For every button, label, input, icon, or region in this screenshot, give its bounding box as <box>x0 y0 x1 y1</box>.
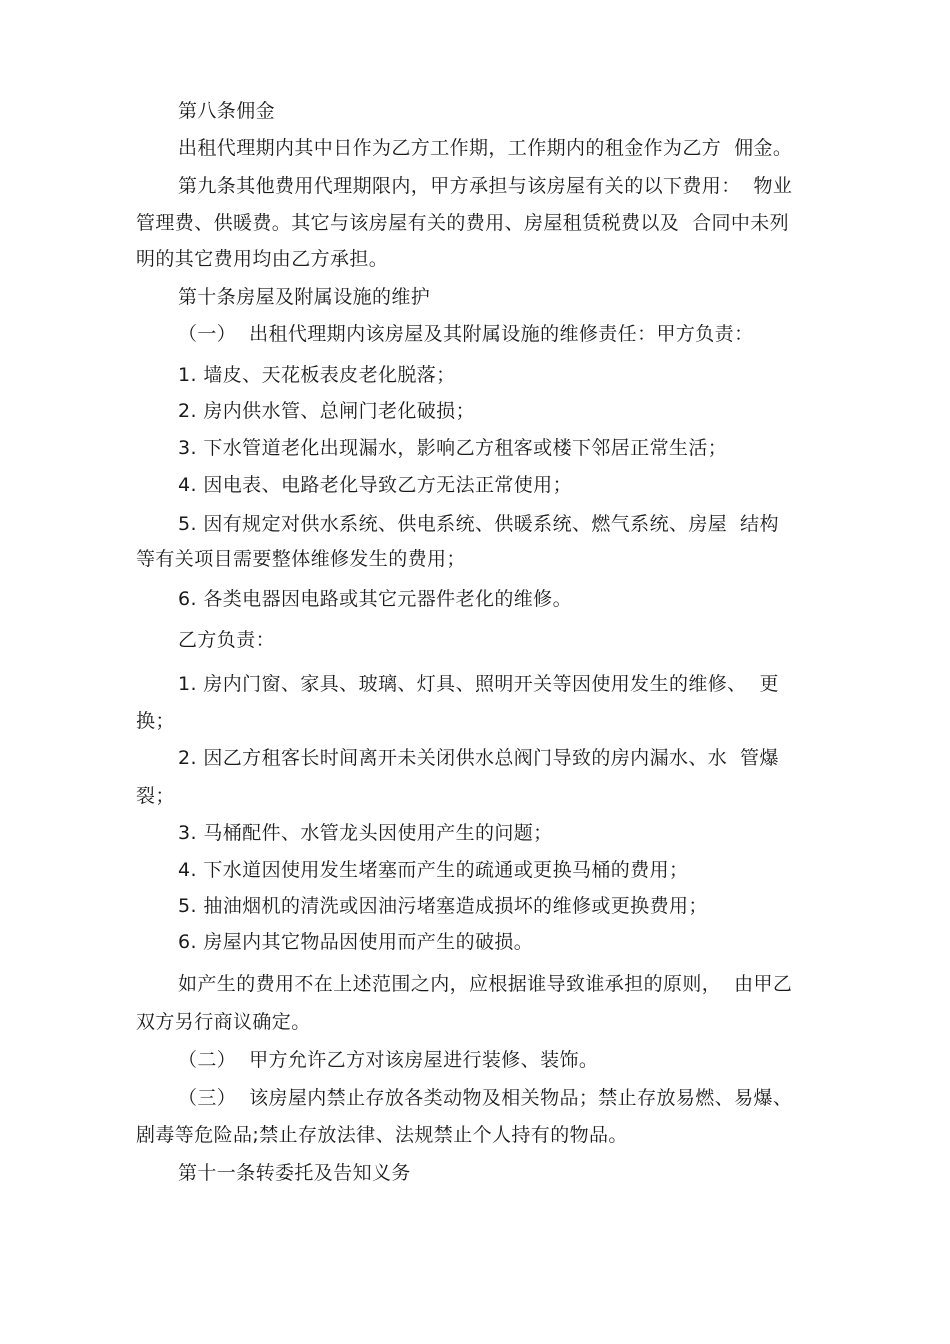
list-item: 2. 因乙方租客长时间离开未关闭供水总阀门导致的房内漏水、水 管爆 <box>178 747 779 769</box>
paragraph-line: （三） 该房屋内禁止存放各类动物及相关物品；禁止存放易燃、易爆、 <box>178 1087 793 1109</box>
party-b-heading: 乙方负责： <box>178 629 276 651</box>
list-item: 2. 房内供水管、总闸门老化破损； <box>178 400 475 422</box>
list-item-continuation: 裂； <box>136 785 175 807</box>
list-item: 5. 因有规定对供水系统、供电系统、供暖系统、燃气系统、房屋 结构 <box>178 513 779 535</box>
list-item: 1. 墙皮、天花板表皮老化脱落； <box>178 364 456 386</box>
list-item: 5. 抽油烟机的清洗或因油污堵塞造成损坏的维修或更换费用； <box>178 895 708 917</box>
paragraph-line: 剧毒等危险品;禁止存放法律、法规禁止个人持有的物品。 <box>136 1124 628 1146</box>
paragraph-line: 管理费、供暖费。其它与该房屋有关的费用、房屋租赁税费以及 合同中未列 <box>136 212 790 234</box>
article-10-heading: 第十条房屋及附属设施的维护 <box>178 286 431 308</box>
list-item: 4. 因电表、电路老化导致乙方无法正常使用； <box>178 474 572 496</box>
paragraph-line: 双方另行商议确定。 <box>136 1011 311 1033</box>
paragraph-line: 如产生的费用不在上述范围之内，应根据谁导致谁承担的原则， 由甲乙 <box>178 973 793 995</box>
list-item: 3. 马桶配件、水管龙头因使用产生的问题； <box>178 822 553 844</box>
list-item: 6. 各类电器因电路或其它元器件老化的维修。 <box>178 588 572 610</box>
list-item: 4. 下水道因使用发生堵塞而产生的疏通或更换马桶的费用； <box>178 859 689 881</box>
list-item: 6. 房屋内其它物品因使用而产生的破损。 <box>178 931 534 953</box>
paragraph-line: （二） 甲方允许乙方对该房屋进行装修、装饰。 <box>178 1049 599 1071</box>
list-item: 1. 房内门窗、家具、玻璃、灯具、照明开关等因使用发生的维修、 更 <box>178 673 779 695</box>
paragraph-line: （一） 出租代理期内该房屋及其附属设施的维修责任：甲方负责： <box>178 323 754 345</box>
paragraph-line: 第九条其他费用代理期限内，甲方承担与该房屋有关的以下费用： 物业 <box>178 175 793 197</box>
list-item-continuation: 换； <box>136 710 175 732</box>
list-item-continuation: 等有关项目需要整体维修发生的费用； <box>136 548 466 570</box>
article-8-heading: 第八条佣金 <box>178 100 276 122</box>
paragraph-line: 明的其它费用均由乙方承担。 <box>136 248 389 270</box>
list-item: 3. 下水管道老化出现漏水，影响乙方租客或楼下邻居正常生活； <box>178 437 728 459</box>
paragraph-line: 出租代理期内其中日作为乙方工作期，工作期内的租金作为乙方 佣金。 <box>178 137 793 159</box>
article-11-heading: 第十一条转委托及告知义务 <box>178 1162 411 1184</box>
